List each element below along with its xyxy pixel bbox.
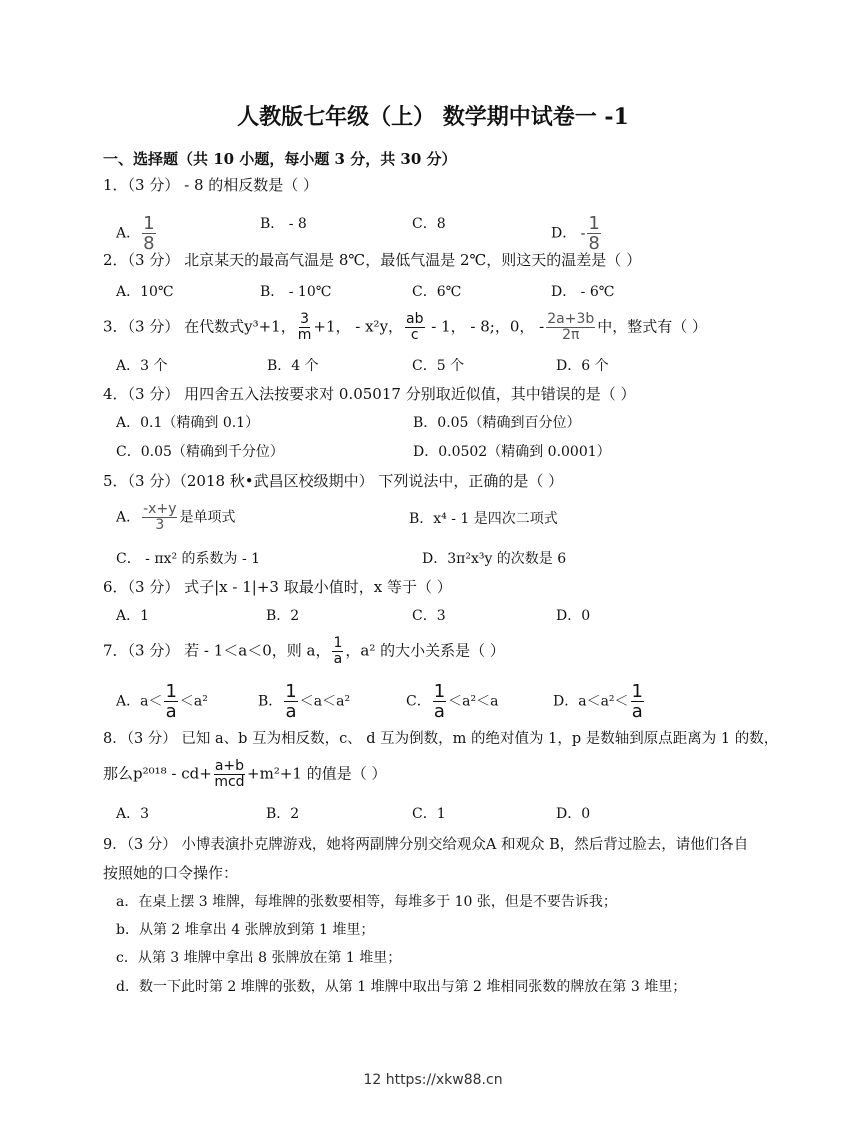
- q7-option-d: [553, 682, 646, 721]
- fraction-numerator: 1: [333, 635, 343, 651]
- fraction-numerator: ab: [406, 311, 424, 327]
- q5-option-c: C． - πx² 的系数为 - 1: [116, 551, 261, 567]
- fraction: [587, 214, 600, 253]
- q6-option-c: C．3: [412, 608, 446, 624]
- q3-option-d: D．6 个: [556, 358, 609, 374]
- option-text: 是单项式: [179, 509, 236, 526]
- q1-option-a: [116, 214, 158, 253]
- q3-option-b: B．4 个: [267, 358, 319, 374]
- q4-option-d: D．0.0502（精确到 0.0001）: [413, 444, 611, 460]
- question-4-stem: 4．（3 分） 用四舍五入法按要求对 0.05017 分别取近似值，其中错误的是（ ）: [103, 385, 636, 403]
- fraction: [298, 312, 312, 343]
- question-5-stem: 5．（3 分）（2018 秋•武昌区校级期中） 下列说法中，正确的是（ ）: [103, 472, 564, 490]
- q6-option-d: D．0: [556, 608, 591, 624]
- fraction-numerator: 1: [143, 213, 155, 234]
- fraction-denominator: 3: [155, 517, 165, 533]
- fraction-denominator: 8: [143, 233, 155, 254]
- fraction: [546, 312, 595, 343]
- q4-option-b: B．0.05（精确到百分位）: [413, 415, 581, 431]
- fraction: [142, 502, 177, 533]
- q2-option-d: D． - 6℃: [551, 284, 615, 300]
- q8-option-c: C．1: [412, 806, 446, 822]
- fraction-numerator: 1: [631, 681, 643, 702]
- q3-option-c: C．5 个: [412, 358, 465, 374]
- q5-option-d: D．3π²x³y 的次数是 6: [422, 551, 567, 567]
- q4-option-c: C．0.05（精确到千分位）: [116, 444, 284, 460]
- question-9-stem-line1: 9．（3 分） 小博表演扑克牌游戏，她将两副牌分别交给观众A 和观众 B，然后背过脸去，请他们各自: [103, 837, 749, 853]
- fraction: [332, 636, 343, 667]
- option-label: A．: [116, 225, 141, 242]
- option-label: D． -: [551, 225, 586, 242]
- option-text: D．a＜a²＜: [553, 693, 629, 710]
- q1-option-b: B． - 8: [260, 216, 307, 232]
- fraction: [405, 312, 424, 343]
- q2-option-a: A．10℃: [116, 284, 174, 300]
- q8-option-b: B．2: [266, 806, 300, 822]
- stem-text: 7．（3 分） 若 - 1＜a＜0，则 a，: [103, 641, 331, 660]
- option-text: ＜a²＜a: [448, 693, 499, 710]
- option-text: ＜a²: [179, 693, 208, 710]
- q5-option-b: B．x⁴ - 1 是四次二项式: [409, 511, 558, 527]
- stem-text: +m²+1 的值是（ ）: [247, 764, 387, 783]
- fraction: [214, 759, 245, 790]
- option-text: A．a＜: [116, 693, 163, 710]
- question-7-stem: [103, 636, 505, 667]
- fraction-numerator: 1: [433, 681, 446, 702]
- q2-option-c: C．6℃: [412, 284, 462, 300]
- fraction-denominator: a: [285, 701, 297, 722]
- stem-text: +1， - x²y，: [313, 317, 404, 336]
- stem-text: 3．（3 分） 在代数式y³+1，: [103, 317, 296, 336]
- question-8-stem-line2: [103, 759, 387, 790]
- q1-option-d: [551, 214, 603, 253]
- q1-option-c: C．8: [412, 216, 446, 232]
- stem-text: 那么p²⁰¹⁸ - cd+: [103, 764, 212, 783]
- fraction-numerator: 1: [165, 681, 177, 702]
- q9-step-c: c．从第 3 堆牌中拿出 8 张牌放在第 1 堆里；: [116, 950, 402, 966]
- fraction-denominator: 2π: [562, 327, 580, 343]
- question-8-stem-line1: 8．（3 分） 已知 a、b 互为相反数，c、 d 互为倒数，m 的绝对值为 1，p 是数轴到原点距离为 1 的数，: [103, 731, 779, 747]
- fraction-denominator: a: [631, 701, 643, 722]
- q4-option-a: A．0.1（精确到 0.1）: [116, 415, 260, 431]
- option-label: C．: [406, 693, 431, 710]
- fraction: [164, 682, 177, 721]
- q6-option-a: A．1: [116, 608, 150, 624]
- fraction-numerator: 3: [300, 311, 310, 327]
- q5-option-a: [116, 502, 235, 533]
- q8-option-d: D．0: [556, 806, 591, 822]
- q9-step-b: b．从第 2 堆拿出 4 张牌放到第 1 堆里；: [116, 922, 375, 938]
- fraction-denominator: m: [297, 327, 312, 343]
- option-label: A．: [116, 509, 141, 526]
- question-9-stem-line2: 按照她的口令操作：: [103, 864, 239, 882]
- question-2-stem: 2．（3 分） 北京某天的最高气温是 8℃，最低气温是 2℃，则这天的温差是（ ）: [103, 251, 642, 269]
- stem-text: - 1， - 8;，0， -: [426, 317, 545, 336]
- question-3-stem: [103, 312, 707, 343]
- question-6-stem: 6．（3 分） 式子|x - 1|+3 取最小值时，x 等于（ ）: [103, 578, 452, 596]
- q7-option-a: [116, 682, 208, 721]
- stem-text: 中，整式有（ ）: [597, 317, 708, 336]
- fraction-denominator: a: [333, 651, 343, 667]
- q2-option-b: B． - 10℃: [260, 284, 332, 300]
- q9-step-a: a．在桌上摆 3 堆牌，每堆牌的张数要相等，每堆多于 10 张，但是不要告诉我；: [116, 894, 617, 910]
- fraction: [433, 682, 446, 721]
- fraction-denominator: a: [165, 701, 177, 722]
- fraction-numerator: a+b: [214, 758, 245, 774]
- fraction-numerator: -x+y: [143, 501, 177, 517]
- fraction: [631, 682, 644, 721]
- page-footer: 12 https://xkw88.cn: [363, 1072, 503, 1088]
- fraction: [142, 214, 155, 253]
- q7-option-c: [406, 682, 498, 721]
- q9-step-d: d．数一下此时第 2 堆牌的张数，从第 1 堆牌中取出与第 2 堆相同张数的牌放在第 3 堆里；: [116, 979, 687, 995]
- section-heading: 一、选择题（共 10 小题，每小题 3 分，共 30 分）: [103, 150, 457, 168]
- q7-option-b: [258, 682, 350, 721]
- fraction-denominator: 8: [588, 233, 600, 254]
- q3-option-a: A．3 个: [116, 358, 168, 374]
- option-label: B．: [258, 693, 283, 710]
- option-text: ＜a＜a²: [299, 693, 351, 710]
- fraction-denominator: c: [410, 327, 419, 343]
- fraction-numerator: 1: [285, 681, 297, 702]
- fraction-numerator: 2a+3b: [547, 311, 595, 327]
- page-title: 人教版七年级（上） 数学期中试卷一 -1: [237, 104, 629, 130]
- fraction-denominator: a: [433, 701, 445, 722]
- q8-option-a: A．3: [116, 806, 150, 822]
- q6-option-b: B．2: [266, 608, 300, 624]
- fraction-numerator: 1: [588, 213, 600, 234]
- stem-text: ，a² 的大小关系是（ ）: [345, 641, 505, 660]
- question-1-stem: 1．（3 分） - 8 的相反数是（ ）: [103, 176, 319, 194]
- fraction-denominator: mcd: [214, 774, 245, 790]
- fraction: [284, 682, 297, 721]
